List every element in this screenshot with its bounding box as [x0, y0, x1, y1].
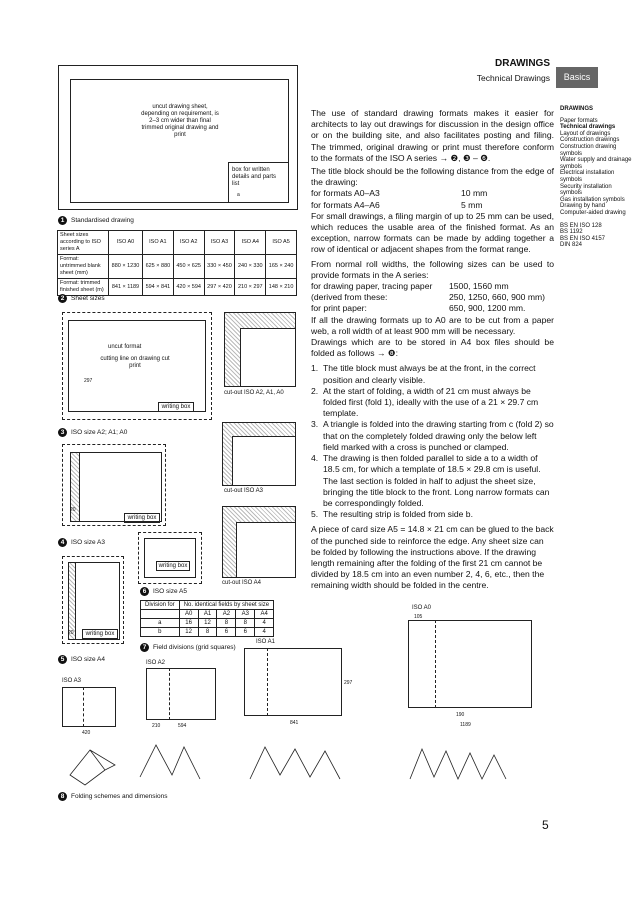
sidebar-item[interactable]: Computer-aided drawing	[560, 209, 626, 216]
fig4-writing-box: writing box	[124, 513, 160, 523]
table-cell: A2	[217, 610, 236, 619]
table-cell: ISO A4	[235, 231, 266, 255]
fig4-number: 4	[58, 538, 67, 547]
sidebar-item[interactable]: Gas installation symbols	[560, 196, 625, 203]
fig2-caption: 2 Sheet sizes	[58, 294, 105, 303]
page-number: 5	[542, 818, 549, 832]
table-cell: 6	[217, 628, 236, 637]
paragraph: If all the drawing formats up to A0 are to be cut from a paper web, a roll width of at least 900 mm will be necessary.	[311, 314, 554, 336]
fig8-a0-fold	[408, 620, 436, 708]
fig6-trimmed-sheet	[144, 538, 196, 578]
fig8-label-a3: ISO A3	[62, 678, 82, 684]
table-cell: 420 × 594	[173, 279, 204, 296]
fig5-margin	[68, 562, 76, 640]
sidebar-item[interactable]: Construction drawing symbols	[560, 143, 617, 157]
table-cell: 16	[179, 619, 198, 628]
fig6-number: 6	[140, 587, 149, 596]
paragraph: For small drawings, a filing margin of up to 25 mm can be used, which reduces the usable area of the finished format. As an exception, narrow formats can be made by adding together a row of identical or adjacent shapes from the format range.	[311, 210, 554, 255]
format-label: for formats A4–A6	[311, 199, 380, 210]
fig7-caption: 7 Field divisions (grid squares)	[140, 643, 236, 652]
fig6-cutout-label: cut-out ISO A4	[222, 580, 262, 586]
list-item: 1. The title block must always be at the front, in the correct position and clearly visible.	[311, 363, 536, 385]
folded-a0-icon	[410, 749, 506, 779]
table-cell: 8	[217, 619, 236, 628]
table-cell: ISO A3	[204, 231, 235, 255]
fig4-caption: 4 ISO size A3	[58, 538, 105, 547]
table-cell: 450 × 625	[173, 255, 204, 279]
format-value: 5 mm	[461, 199, 483, 210]
fig4-dim: 20	[70, 507, 76, 513]
fig3-uncut-label: uncut format	[108, 344, 142, 350]
fig8-label-a1: ISO A1	[256, 639, 276, 645]
table-row	[58, 231, 297, 255]
fig4-cutout-label: cut-out ISO A3	[224, 488, 264, 494]
standard-ref: DIN 824	[560, 242, 583, 249]
roll-value: 650, 900, 1200 mm.	[449, 303, 526, 314]
fig8-dim-105: 105	[414, 614, 423, 620]
table-cell	[141, 610, 180, 619]
table-row	[141, 610, 274, 619]
fig1-dim-a: a	[237, 192, 240, 198]
list-item: 3. A triangle is folded into the drawing starting from c (fold 2) so that on the completely folded drawing only the below left field marked with a cross is punched or clamped.	[311, 419, 554, 452]
fig8-dim-297: 297	[344, 680, 353, 686]
folded-a1-icon	[250, 747, 340, 779]
roll-value: 250, 1250, 660, 900 mm)	[449, 292, 546, 303]
table-cell: 6	[236, 628, 255, 637]
table-row	[58, 279, 297, 296]
table-cell: 297 × 420	[204, 279, 235, 296]
iso-size-table	[57, 230, 297, 296]
fig5-number: 5	[58, 655, 67, 664]
table-cell: 330 × 450	[204, 255, 235, 279]
sidebar-item[interactable]: Paper formats	[560, 117, 598, 124]
fig4-cutout-inner	[232, 436, 296, 486]
table-cell: A1	[198, 610, 217, 619]
roll-label: (derived from these:	[311, 292, 388, 303]
table-cell: Sheet sizes according to ISO series A	[58, 231, 109, 255]
sidebar-item[interactable]: Security installation symbols	[560, 183, 612, 197]
folded-a3-icon	[70, 750, 115, 785]
roll-label: for drawing paper, tracing paper	[311, 281, 433, 292]
header-subtitle: Technical Drawings	[476, 73, 550, 83]
table-cell: 8	[198, 628, 217, 637]
table-cell: Format: trimmed finished sheet (m)	[58, 279, 109, 296]
table-cell: 594 × 841	[142, 279, 173, 296]
fig8-number: 8	[58, 792, 67, 801]
fig3-dim: 297	[84, 378, 93, 384]
table-cell: 12	[179, 628, 198, 637]
sidebar-item[interactable]: Construction drawings	[560, 137, 620, 144]
paragraph: From normal roll widths, the following sizes can be used to provide formats in the A series:	[311, 258, 554, 280]
fig1-uncut-note: uncut drawing sheet, depending on requirement, is 2–3 cm wider than final trimmed original drawing and print	[141, 104, 219, 138]
table-row	[141, 619, 274, 628]
fig2-number: 2	[58, 294, 67, 303]
main-text	[311, 108, 554, 592]
fig5-writing-box: writing box	[82, 629, 118, 639]
sidebar	[560, 106, 632, 249]
fig8-a2-fold	[146, 668, 170, 720]
fig6-cutout-inner	[236, 522, 296, 578]
table-cell: 880 × 1230	[109, 255, 143, 279]
format-label: for formats A0–A3	[311, 188, 380, 199]
fig1-title-box-label: box for written details and parts list	[232, 167, 277, 187]
fig3-writing-box: writing box	[158, 402, 194, 412]
table-cell: ISO A2	[173, 231, 204, 255]
list-item: 4. The drawing is then folded parallel to side a to a width of 18.5 cm, for which a template of 18.5 × 29.8 cm is useful. The last section is folded in half to adjust the sheet size, bringing the title block to the front. Long narrow formats can be correspondingly folded.	[311, 453, 550, 508]
sidebar-item[interactable]: Drawing by hand	[560, 203, 606, 210]
paragraph: A piece of card size A5 = 14.8 × 21 cm can be glued to the back of the punched side to reinforce the edge. Any sheet size can be folded by following the instructions above. If the drawing length remaining after the folding of the first 21 cm cannot be divided by 18.5 cm into an even number 2, 4, 6, etc., then the remaining width should be folded in the centre.	[311, 524, 554, 591]
fig8-dim-594: 594	[178, 723, 187, 729]
sidebar-heading: DRAWINGS	[560, 106, 593, 112]
table-cell: 4	[255, 628, 274, 637]
fig1-number: 1	[58, 216, 67, 225]
fig3-cutout-label: cut-out ISO A2, A1, A0	[224, 390, 284, 396]
paragraph: Drawings which are to be stored in A4 box files should be folded as follows → ❽:	[311, 337, 554, 359]
fig3-caption: 3 ISO size A2; A1; A0	[58, 428, 127, 437]
fig8-dim-1189: 1189	[460, 722, 471, 728]
table-cell: ISO A5	[266, 231, 297, 255]
table-cell: Division for	[141, 601, 180, 610]
fig8-label-a0: ISO A0	[412, 605, 432, 611]
table-cell: 841 × 1189	[109, 279, 143, 296]
fig8-a3-fold	[62, 687, 84, 727]
table-cell: a	[141, 619, 180, 628]
table-cell: Format: untrimmed blank sheet (mm)	[58, 255, 109, 279]
fig1-caption: 1 Standardised drawing	[58, 216, 134, 225]
folding-list	[311, 363, 554, 520]
fig3-cutting-label: cutting line on drawing cut print	[100, 356, 170, 369]
fig8-dim-190: 190	[456, 712, 465, 718]
fig8-label-a2: ISO A2	[146, 660, 166, 666]
table-cell: ISO A1	[142, 231, 173, 255]
table-row	[58, 255, 297, 279]
table-cell: ISO A0	[109, 231, 143, 255]
standard-ref: BS EN ISO 4157	[560, 235, 606, 242]
paragraph: The title block should be the following distance from the edge of the drawing:	[311, 166, 554, 188]
fig4-trimmed-sheet	[70, 452, 162, 522]
sidebar-item[interactable]: Water supply and drainage symbols	[560, 157, 632, 170]
table-cell: 165 × 240	[266, 255, 297, 279]
fig7-number: 7	[140, 643, 149, 652]
table-cell: b	[141, 628, 180, 637]
fig3-number: 3	[58, 428, 67, 437]
fig8-caption: 8 Folding schemes and dimensions	[58, 792, 167, 801]
table-cell: 12	[198, 619, 217, 628]
paragraph: The use of standard drawing formats makes it easier for architects to lay out drawings for discussion in the design office or on the building site, and also facilitates posting and filing. The trimmed, original drawing or print must therefore conform to the formats of the ISO A series → ❷, ❸ – ❻.	[311, 108, 554, 163]
list-item: 2. At the start of folding, a width of 21 cm must always be folded first (fold 1), ideally with the use of a 21 × 29.7 cm template.	[311, 385, 539, 419]
table-cell: No. identical fields by sheet size	[179, 601, 273, 610]
table-cell: A3	[236, 610, 255, 619]
standard-ref: BS 1192	[560, 229, 583, 236]
format-value: 10 mm	[461, 188, 488, 199]
fig5-dim: 20	[68, 630, 74, 636]
table-cell: A0	[179, 610, 198, 619]
field-division-table	[140, 600, 274, 637]
folded-a2-icon	[140, 745, 200, 779]
fig3-cutout-inner	[240, 328, 296, 387]
fig8-dim-420: 420	[82, 730, 91, 736]
table-cell: 148 × 210	[266, 279, 297, 296]
table-cell: 8	[236, 619, 255, 628]
sidebar-item[interactable]: Technical drawings	[560, 124, 616, 131]
fig6-writing-box: writing box	[156, 561, 190, 571]
section-tab[interactable]: Basics	[556, 67, 598, 88]
sidebar-item[interactable]: Electrical installation symbols	[560, 170, 615, 183]
table-row	[141, 601, 274, 610]
fig8-folded-sketches	[60, 735, 540, 790]
table-cell: A4	[255, 610, 274, 619]
table-cell: 240 × 330	[235, 255, 266, 279]
fig5-caption: 5 ISO size A4	[58, 655, 105, 664]
sidebar-item[interactable]: Layout of drawings	[560, 130, 611, 137]
table-cell: 210 × 297	[235, 279, 266, 296]
fig8-a1-fold	[244, 648, 268, 716]
table-cell: 4	[255, 619, 274, 628]
fig6-caption: 6 ISO size A5	[140, 587, 187, 596]
roll-value: 1500, 1560 mm	[449, 281, 509, 292]
fig8-dim-210: 210	[152, 723, 161, 729]
list-item: 5. The resulting strip is folded from side b.	[311, 509, 473, 520]
roll-label: for print paper:	[311, 303, 367, 314]
fig8-dim-841: 841	[290, 720, 299, 726]
table-row	[141, 628, 274, 637]
table-cell: 625 × 880	[142, 255, 173, 279]
header-title: DRAWINGS	[495, 58, 550, 69]
standard-ref: BS EN ISO 128	[560, 222, 602, 229]
